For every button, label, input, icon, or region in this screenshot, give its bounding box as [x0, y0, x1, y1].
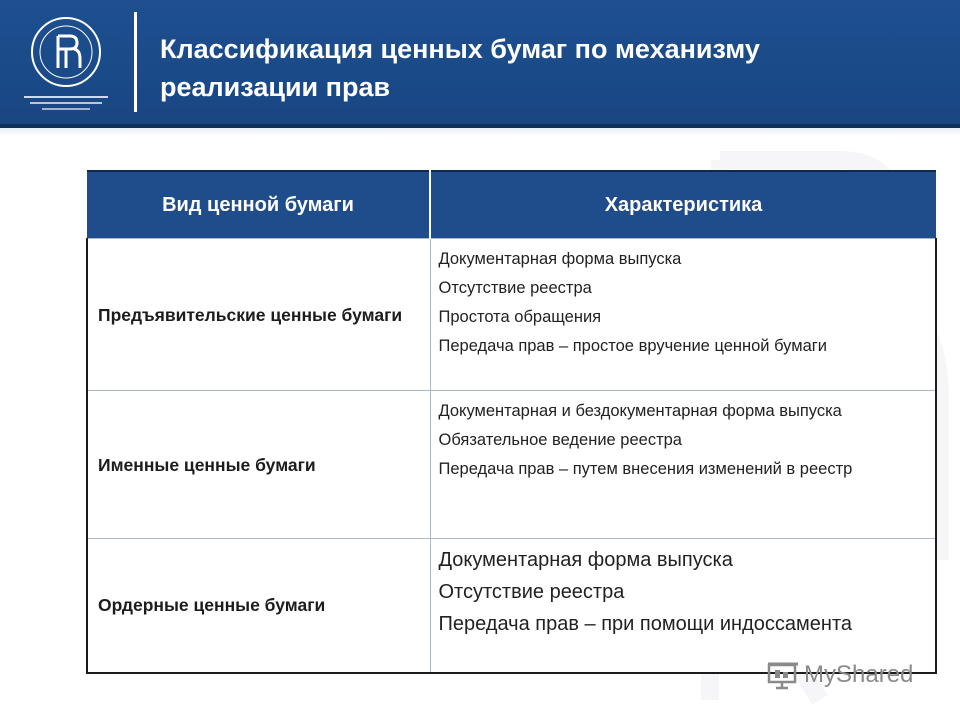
characteristic-item: Документарная форма выпуска: [438, 250, 682, 268]
header-shadow: [0, 128, 960, 136]
characteristic-item: Передача прав – при помощи индоссамента: [438, 613, 852, 635]
characteristics-cell: [430, 391, 936, 539]
characteristic-item: Отсутствие реестра: [438, 581, 625, 603]
column-header-kind: Вид ценной бумаги: [87, 171, 430, 239]
security-kind: Предъявительские ценные бумаги: [87, 239, 430, 391]
characteristics-cell: [430, 239, 936, 391]
table-header-row: [87, 171, 936, 239]
slide-title: Классификация ценных бумаг по механизму реализации прав: [160, 34, 760, 102]
characteristic-item: Передача прав – простое вручение ценной бумаги: [438, 337, 827, 355]
presentation-icon: [766, 660, 800, 690]
watermark-text: MyShared: [804, 661, 914, 688]
security-kind: Ордерные ценные бумаги: [87, 539, 430, 673]
characteristic-item: Документарная и бездокументарная форма выпуска: [438, 402, 842, 420]
characteristic-item: Обязательное ведение реестра: [438, 431, 682, 449]
table-row: [87, 539, 936, 673]
characteristic-item: Отсутствие реестра: [438, 279, 592, 297]
university-logo: [22, 14, 110, 118]
characteristic-item: Документарная форма выпуска: [438, 549, 733, 571]
characteristic-item: Передача прав – путем внесения изменений в реестр: [438, 460, 853, 478]
watermark: [766, 658, 913, 692]
characteristic-item: Простота обращения: [438, 308, 602, 326]
securities-table: [86, 170, 937, 674]
security-kind: Именные ценные бумаги: [87, 391, 430, 539]
column-header-characteristic: Характеристика: [430, 171, 936, 239]
table-row: [87, 239, 936, 391]
table-row: [87, 391, 936, 539]
logo-divider: [134, 12, 137, 112]
characteristics-cell: [430, 539, 936, 673]
slide-header: [0, 0, 960, 124]
